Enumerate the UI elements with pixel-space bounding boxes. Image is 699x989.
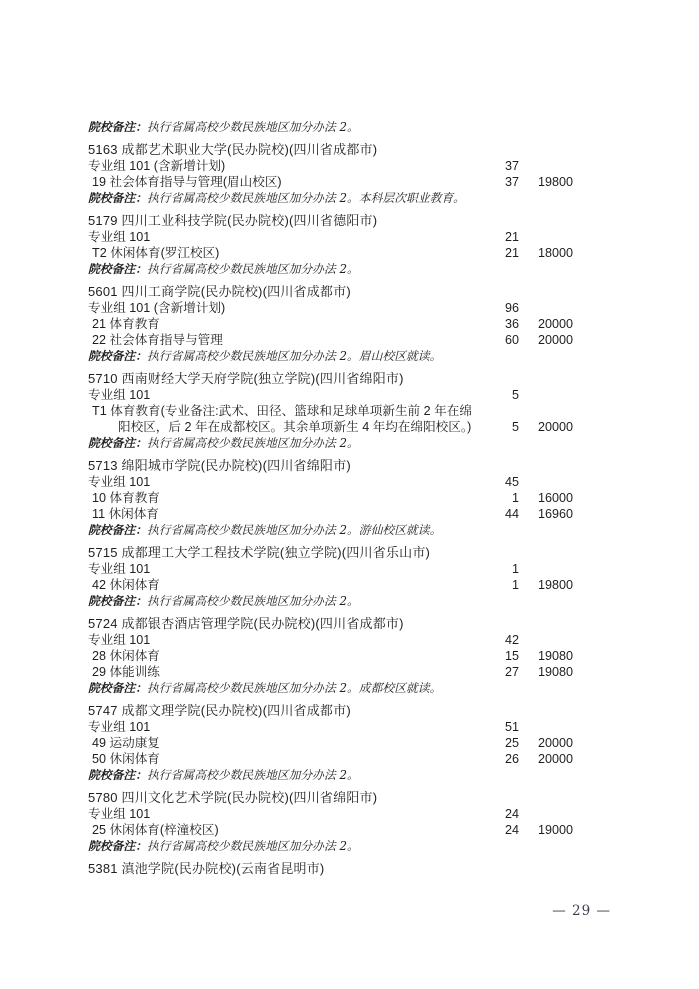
major-row [88, 577, 573, 593]
major-row-label: 21 体育教育 [92, 317, 160, 331]
college-title: 5715 成都理工大学工程技术学院(独立学院)(四川省乐山市) [88, 545, 431, 560]
college-section [88, 616, 573, 696]
remark-prefix: 院校备注： [88, 681, 147, 695]
remark-prefix: 院校备注： [88, 120, 147, 134]
major-row-count: 5 [511, 420, 519, 434]
college-section [88, 458, 573, 538]
college-section [88, 703, 573, 783]
major-row-label: 42 休闲体育 [92, 578, 160, 592]
major-group-row [88, 632, 573, 648]
remark-text: 执行省属高校少数民族地区加分办法 2。 [147, 839, 359, 853]
major-group-row-label: 专业组 101 (含新增计划) [88, 301, 226, 315]
remark-text: 执行省属高校少数民族地区加分办法 2。 [147, 120, 359, 134]
college-title: 5713 绵阳城市学院(民办院校)(四川省绵阳市) [88, 458, 351, 473]
major-row-fee: 16960 [537, 507, 573, 521]
major-row-label: T2 休闲体育(罗江校区) [92, 246, 220, 260]
major-row-count: 36 [504, 317, 519, 331]
college-remark [88, 838, 573, 854]
college-title: 5179 四川工业科技学院(民办院校)(四川省德阳市) [88, 213, 378, 228]
major-group-row-count: 45 [504, 475, 519, 489]
remark-text: 执行省属高校少数民族地区加分办法 2。本科层次职业教育。 [147, 191, 465, 205]
major-row-fee: 19000 [537, 823, 573, 837]
major-row [88, 664, 573, 680]
major-row-count: 60 [504, 333, 519, 347]
major-row-count: 44 [504, 507, 519, 521]
major-row [88, 403, 573, 435]
major-group-row-label: 专业组 101 [88, 230, 151, 244]
college-section [88, 790, 573, 854]
major-group-row [88, 387, 573, 403]
remark-text: 执行省属高校少数民族地区加分办法 2。成都校区就读。 [147, 681, 442, 695]
major-row [88, 174, 573, 190]
major-row-fee: 19080 [537, 649, 573, 663]
major-row-label: 29 体能训练 [92, 665, 160, 679]
major-row [88, 316, 573, 332]
major-row-label: 28 休闲体育 [92, 649, 160, 663]
major-row [88, 245, 573, 261]
college-remark [88, 119, 573, 135]
major-row-count: 15 [504, 649, 519, 663]
remark-prefix: 院校备注： [88, 768, 147, 782]
major-row-fee: 18000 [537, 246, 573, 260]
college-section [88, 213, 573, 277]
college-section [88, 545, 573, 609]
college-section [88, 284, 573, 364]
college-title: 5780 四川文化艺术学院(民办院校)(四川省绵阳市) [88, 790, 378, 805]
college-remark [88, 348, 573, 364]
remark-prefix: 院校备注： [88, 191, 147, 205]
remark-text: 执行省属高校少数民族地区加分办法 2。 [147, 436, 359, 450]
college-title: 5163 成都艺术职业大学(民办院校)(四川省成都市) [88, 142, 378, 157]
major-group-row-count: 21 [504, 230, 519, 244]
major-row-label: T1 体育教育(专业备注:武术、田径、篮球和足球单项新生前 2 年在绵阳校区，后 2 年在成都校区。其余单项新生 4 年均在绵阳校区。) [92, 404, 472, 434]
major-row-fee: 20000 [537, 420, 573, 434]
major-row-fee: 19080 [537, 665, 573, 679]
college-remark [88, 593, 573, 609]
college-remark [88, 190, 573, 206]
major-row-label: 22 社会体育指导与管理 [92, 333, 223, 347]
remark-text: 执行省属高校少数民族地区加分办法 2。游仙校区就读。 [147, 523, 442, 537]
major-row [88, 735, 573, 751]
major-row-fee: 19800 [537, 578, 573, 592]
remark-prefix: 院校备注： [88, 262, 147, 276]
college-remark [88, 522, 573, 538]
major-group-row-count: 42 [504, 633, 519, 647]
major-row-label: 50 休闲体育 [92, 752, 160, 766]
major-row-fee: 20000 [537, 752, 573, 766]
college-title: 5724 成都银杏酒店管理学院(民办院校)(四川省成都市) [88, 616, 404, 631]
college-section [88, 861, 573, 877]
major-group-row-count: 5 [511, 388, 519, 402]
major-row-label: 25 休闲体育(梓潼校区) [92, 823, 219, 837]
remark-text: 执行省属高校少数民族地区加分办法 2。 [147, 262, 359, 276]
plan-list [88, 119, 573, 877]
page-number: — 29 — [552, 903, 611, 919]
major-group-row [88, 300, 573, 316]
major-group-row-count: 51 [504, 720, 519, 734]
major-group-row-label: 专业组 101 [88, 807, 151, 821]
major-group-row [88, 806, 573, 822]
major-group-row [88, 474, 573, 490]
sections [88, 142, 573, 877]
major-group-row-count: 24 [504, 807, 519, 821]
major-row-count: 25 [504, 736, 519, 750]
college-title: 5381 滇池学院(民办院校)(云南省昆明市) [88, 861, 325, 876]
college-remark [88, 435, 573, 451]
major-group-row-count: 37 [504, 159, 519, 173]
major-row-label: 11 休闲体育 [92, 507, 159, 521]
major-row [88, 490, 573, 506]
remark-prefix: 院校备注： [88, 349, 147, 363]
major-row-fee: 20000 [537, 736, 573, 750]
major-group-row-count: 1 [511, 562, 519, 576]
major-row-label: 49 运动康复 [92, 736, 160, 750]
major-group-row [88, 719, 573, 735]
college-remark [88, 680, 573, 696]
major-group-row-label: 专业组 101 [88, 388, 151, 402]
major-row-count: 21 [504, 246, 519, 260]
major-row [88, 822, 573, 838]
remark-text: 执行省属高校少数民族地区加分办法 2。 [147, 594, 359, 608]
major-group-row-label: 专业组 101 [88, 475, 151, 489]
college-title: 5601 四川工商学院(民办院校)(四川省成都市) [88, 284, 351, 299]
major-row-count: 24 [504, 823, 519, 837]
college-title: 5747 成都文理学院(民办院校)(四川省成都市) [88, 703, 351, 718]
major-row-label: 10 体育教育 [92, 491, 160, 505]
college-remark [88, 261, 573, 277]
remark-prefix: 院校备注： [88, 594, 147, 608]
major-row-fee: 19800 [537, 175, 573, 189]
remark-prefix: 院校备注： [88, 436, 147, 450]
remark-prefix: 院校备注： [88, 839, 147, 853]
college-title: 5710 西南财经大学天府学院(独立学院)(四川省绵阳市) [88, 371, 404, 386]
college-remark [88, 767, 573, 783]
major-row-fee: 20000 [537, 317, 573, 331]
major-row-count: 1 [511, 491, 519, 505]
major-row-count: 37 [504, 175, 519, 189]
major-row-label: 19 社会体育指导与管理(眉山校区) [92, 175, 282, 189]
major-group-row-label: 专业组 101 [88, 633, 151, 647]
major-row [88, 332, 573, 348]
remark-text: 执行省属高校少数民族地区加分办法 2。 [147, 768, 359, 782]
major-group-row [88, 158, 573, 174]
major-row-count: 26 [504, 752, 519, 766]
major-row [88, 648, 573, 664]
remark-prefix: 院校备注： [88, 523, 147, 537]
major-row-count: 27 [504, 665, 519, 679]
remark-text: 执行省属高校少数民族地区加分办法 2。眉山校区就读。 [147, 349, 442, 363]
major-row [88, 506, 573, 522]
major-group-row [88, 229, 573, 245]
major-group-row-label: 专业组 101 [88, 720, 151, 734]
major-group-row [88, 561, 573, 577]
major-row-fee: 20000 [537, 333, 573, 347]
college-section [88, 371, 573, 451]
major-group-row-label: 专业组 101 [88, 562, 151, 576]
major-row [88, 751, 573, 767]
major-row-fee: 16000 [537, 491, 573, 505]
major-group-row-label: 专业组 101 (含新增计划) [88, 159, 226, 173]
college-section [88, 142, 573, 206]
major-row-count: 1 [511, 578, 519, 592]
major-group-row-count: 96 [504, 301, 519, 315]
